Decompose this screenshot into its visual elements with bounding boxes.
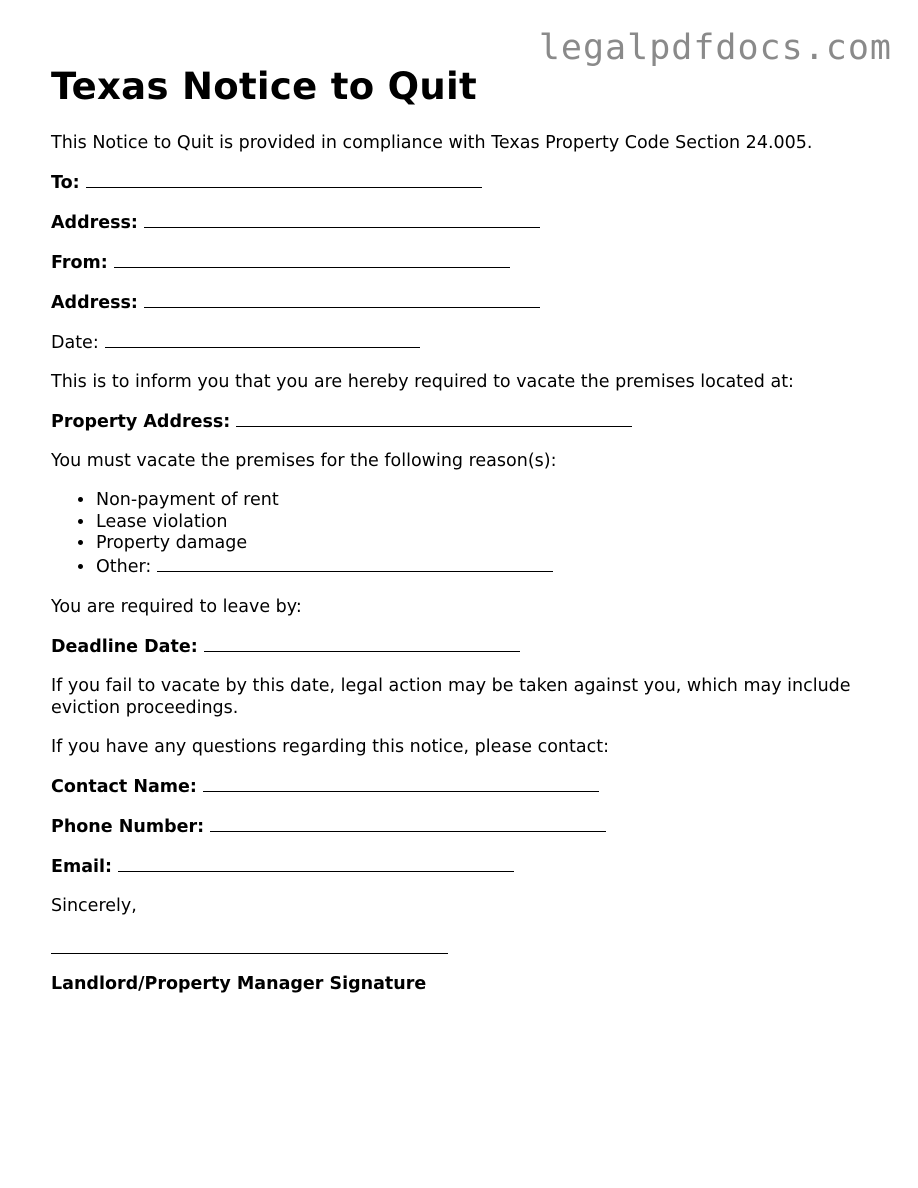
list-item: • Lease violation <box>95 512 881 534</box>
contact-name-blank[interactable] <box>203 775 599 792</box>
date-blank[interactable] <box>105 331 420 348</box>
closing-text: Sincerely, <box>51 895 137 916</box>
page-title: Texas Notice to Quit <box>51 65 477 108</box>
leave-by-text: You are required to leave by: <box>51 596 302 617</box>
signature-label: Landlord/Property Manager Signature <box>51 973 427 994</box>
watermark: legalpdfdocs.com <box>538 28 892 68</box>
document-page <box>51 64 881 995</box>
email-field <box>51 855 881 878</box>
from-address-field <box>51 291 881 314</box>
deadline-blank[interactable] <box>204 635 520 652</box>
property-address-blank[interactable] <box>236 410 632 427</box>
list-item-other <box>95 555 881 579</box>
email-blank[interactable] <box>118 855 514 872</box>
contact-name-field <box>51 775 881 798</box>
phone-field <box>51 815 881 838</box>
other-label: Other: <box>96 557 152 578</box>
date-label: Date: <box>51 333 99 353</box>
list-item: • Property damage <box>95 533 881 555</box>
email-label: Email: <box>51 856 112 877</box>
to-address-label: Address: <box>51 213 138 233</box>
to-address-field <box>51 211 881 234</box>
other-blank[interactable] <box>157 555 553 572</box>
questions-text: If you have any questions regarding this notice, please contact: <box>51 736 609 757</box>
deadline-label: Deadline Date: <box>51 636 198 657</box>
to-address-blank[interactable] <box>144 211 540 228</box>
property-address-label: Property Address: <box>51 412 231 432</box>
from-blank[interactable] <box>114 251 510 268</box>
from-field <box>51 251 881 274</box>
to-field <box>51 171 881 194</box>
intro-text: This Notice to Quit is provided in compliance with Texas Property Code Section 24.005. <box>51 133 813 153</box>
date-field <box>51 331 881 354</box>
warning-text: If you fail to vacate by this date, legal action may be taken against you, which may include eviction proceedings. <box>51 675 851 718</box>
from-address-label: Address: <box>51 293 138 313</box>
signature-area <box>51 952 881 954</box>
contact-name-label: Contact Name: <box>51 776 197 797</box>
to-blank[interactable] <box>86 171 482 188</box>
phone-label: Phone Number: <box>51 816 205 837</box>
deadline-field <box>51 635 881 658</box>
reasons-intro: You must vacate the premises for the following reason(s): <box>51 451 557 471</box>
phone-blank[interactable] <box>210 815 606 832</box>
reasons-list <box>51 490 881 579</box>
from-label: From: <box>51 253 108 273</box>
signature-line[interactable] <box>51 952 448 954</box>
from-address-blank[interactable] <box>144 291 540 308</box>
to-label: To: <box>51 173 80 193</box>
property-address-field <box>51 410 881 433</box>
vacate-statement: This is to inform you that you are hereby required to vacate the premises located at: <box>51 372 794 392</box>
list-item: • Non-payment of rent <box>95 490 881 512</box>
